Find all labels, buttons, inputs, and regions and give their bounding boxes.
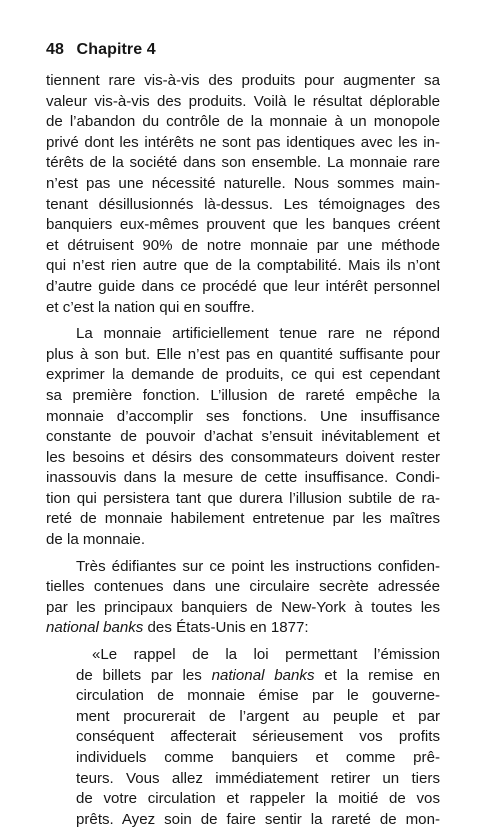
- text-line: constante de pouvoir d’achat s’ensuit inévitablement et: [46, 428, 440, 446]
- book-page: [46, 40, 440, 830]
- text-line: sa première fonction. L’illusion de rareté empêche la: [46, 386, 440, 404]
- text-line: inassouvis dans la mesure de cette insuffisance. Condi-: [46, 469, 440, 487]
- text-line: les besoins et désirs des consommateurs doivent rester: [46, 448, 440, 466]
- text-line: de la monnaie.: [46, 531, 146, 549]
- text-line: tiennent rare vis-à-vis des produits pour augmenter sa: [46, 72, 440, 89]
- quote-line: conséquent affecterait sérieusement vos profits: [76, 728, 440, 746]
- quote-line: de votre circulation et rappeler la moitié de vos: [76, 790, 440, 808]
- page-number: 48: [46, 41, 64, 58]
- text-line: n’est pas une nécessité naturelle. Nous sommes main-: [46, 174, 440, 192]
- block-quote: [46, 645, 440, 830]
- text-run: des États-Unis en 1877:: [143, 619, 309, 637]
- text-line: exprimer la demande de produits, ce qui est cependant: [46, 366, 440, 384]
- text-line: de l’abandon du contrôle de la monnaie à un monopole: [46, 113, 440, 131]
- text-line: térêts de la société dans son ensemble. La monnaie rare: [46, 154, 440, 172]
- paragraph-2: [46, 324, 440, 551]
- quote-line: prêts. Ayez soin de faire sentir la rareté de mon-: [76, 810, 440, 828]
- text-line: tenant désillusionnés là-dessus. Les témoignages des: [46, 195, 440, 213]
- text-line: La monnaie artificiellement tenue rare ne répond: [76, 325, 440, 343]
- italic-term: national banks: [46, 619, 144, 637]
- text-line: valeur vis-à-vis des produits. Voilà le résultat déplorable: [46, 92, 440, 110]
- text-run: de billets par les: [76, 666, 212, 684]
- text-line: privé dont les intérêts ne sont pas identiques avec les in-: [46, 133, 440, 151]
- text-line: [46, 618, 440, 639]
- paragraph-3: [46, 557, 440, 639]
- text-line: monnaie d’accomplir ses fonctions. Une insuffisance: [46, 407, 440, 425]
- quote-line: teurs. Vous allez immédiatement retirer un tiers: [76, 769, 440, 787]
- text-line: qui n’est rien autre que de la comptabilité. Mais ils n’ont: [46, 257, 440, 275]
- running-head: [46, 40, 440, 60]
- text-line: par les principaux banquiers de New-York à toutes les: [46, 598, 440, 616]
- text-line: tion qui persistera tant que durera l’illusion subtile de ra-: [46, 489, 440, 507]
- quote-line: circulation de monnaie émise par le gouverne-: [76, 687, 440, 705]
- quote-line: «Le rappel de la loi permettant l’émission: [92, 646, 440, 664]
- quote-line: [46, 666, 440, 687]
- text-line: tielles contenues dans une circulaire secrète adressée: [46, 578, 440, 596]
- text-line: d’autre guide dans ce procédé que leur intérêt personnel: [46, 277, 440, 295]
- quote-line: ment procurerait de l’argent au peuple et par: [76, 707, 440, 725]
- text-run: et la remise en: [314, 666, 440, 684]
- text-line: plus à son but. Elle n’est pas en quantité suffisante pour: [46, 345, 440, 363]
- italic-term: national banks: [211, 666, 315, 684]
- quote-line: individuels comme banquiers et comme prê-: [76, 749, 440, 766]
- text-line: et c’est la nation qui en souffre.: [46, 298, 255, 316]
- text-line: Très édifiantes sur ce point les instructions confiden-: [76, 557, 440, 575]
- text-line: reté de monnaie habilement entretenue par les maîtres: [46, 510, 440, 528]
- chapter-title: Chapitre 4: [76, 41, 156, 58]
- paragraph-1: [46, 71, 440, 318]
- text-line: et détruisent 90% de notre monnaie par une méthode: [46, 236, 440, 254]
- text-line: banquiers eux-mêmes prouvent que les banques créent: [46, 216, 440, 234]
